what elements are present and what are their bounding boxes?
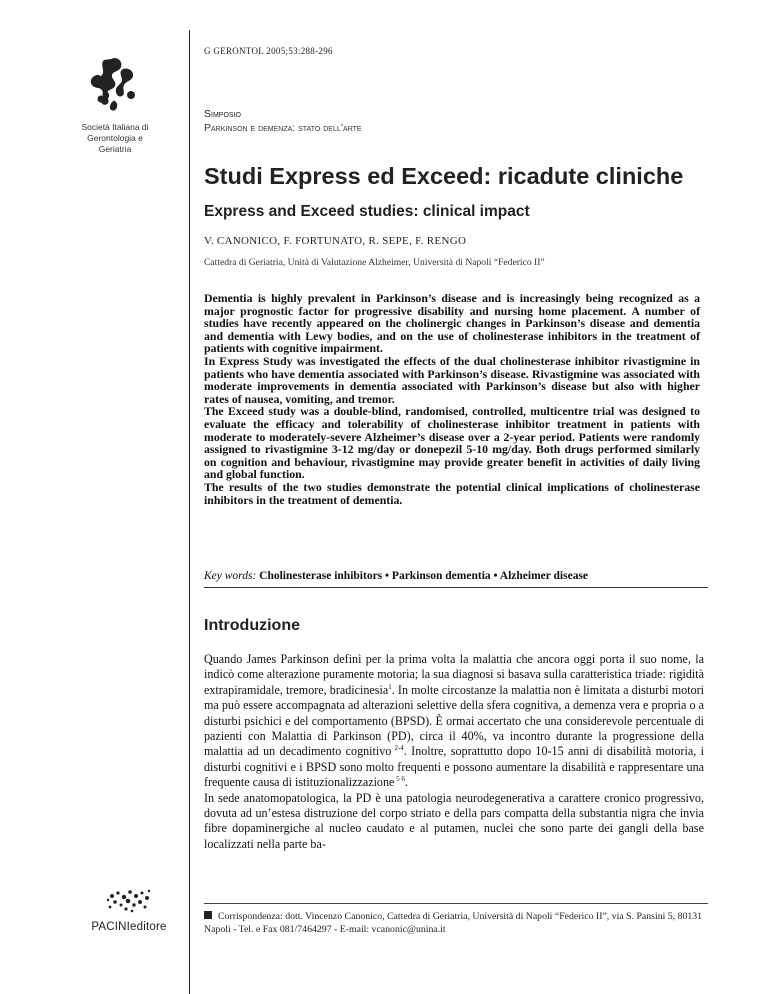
- abstract: [204, 292, 700, 506]
- article-subtitle: Express and Exceed studies: clinical impact: [204, 203, 530, 220]
- citation-ref: 5 6: [394, 775, 405, 784]
- footnote-divider: [204, 903, 708, 904]
- article-title: Studi Express ed Exceed: ricadute cliniche: [204, 163, 684, 189]
- section-divider: [204, 587, 708, 588]
- authors: V. CANONICO, F. FORTUNATO, R. SEPE, F. RENGO: [204, 235, 467, 247]
- keywords: [204, 570, 704, 582]
- publisher-name: PACINIeditore: [91, 921, 167, 933]
- correspondence-footnote: [204, 910, 708, 936]
- footnote-text: Corrispondenza: dott. Vincenzo Canonico, Cattedra di Geriatria, Università di Napoli “Federico II”, via S. Pansini 5, 80131 Napoli - Tel. e Fax 081/7464297 - E-mail: vcanonic@unina.it: [204, 911, 703, 935]
- citation-ref: 1: [388, 682, 392, 691]
- body-text-run: Quando James Parkinson definì per la prima volta la malattia che ancora oggi porta il suo nome, la indicò come alterazione puramente motoria; la sua diagnosi si basava sulla caratteristica triade: rigidità extrapiramidale, tremore, bradicinesia: [204, 652, 704, 697]
- body-text-run: .: [404, 775, 408, 790]
- society-name-line: Geriatria: [98, 144, 132, 154]
- abstract-paragraph: The Exceed study was a double-blind, randomised, controlled, multicentre trial was designed to evaluate the efficacy and tolerability of cholinesterase inhibitor treatment in patients with moderate to moderately-severe Alzheimer’s disease over a 2-year period. Patients were randomly assigned to rivastigmine 3-12 mg/day or donepezil 5-10 mg/day. Both drugs performed similarly on cognition and behaviour, rivastigmine may provide greater benefit in activities of daily living and global function.: [204, 404, 700, 482]
- abstract-paragraph: Dementia is highly prevalent in Parkinson’s disease and is increasingly being recognized as a major prognostic factor for progressive disability and nursing home placement. A number of studies have recently appeared on the cholinergic changes in Parkinson’s disease and dementia and dementia with Lewy bodies, and on the use of cholinesterase inhibitors in the treatment of patients with cognitive impairment.: [204, 291, 700, 356]
- journal-reference: G GERONTOL 2005;53:288-296: [204, 46, 333, 56]
- section-label: Simposio: [204, 108, 241, 120]
- body-text-run: . In molte circostanze la malattia non è limitata a disturbi motori ma può essere accompagnata ad alterazioni selettive della sfera cognitiva, a demenza vera e propria o a disturbi psichici e del comportamento (BPSD). È ormai accertato che una considerevole percentuale di pazienti con Malattia di Parkinson (PD), circa il 40%, va incontro durante la progressione della malattia ad un decadimento cognitivo: [204, 682, 705, 759]
- keywords-label: Key words:: [204, 570, 257, 582]
- society-logo-icon: [87, 55, 143, 113]
- abstract-paragraph: In Express Study was investigated the effects of the dual cholinesterase inhibitor rivastigmine in patients who have dementia associated with Parkinson’s disease. Rivastigmine was associated with moderate improvements in dementia associated with Parkinson’s disease but also with higher rates of nausea, vomiting, and tremor.: [204, 353, 700, 406]
- citation-ref: 2-4: [391, 744, 404, 753]
- society-name-line: Gerontologia e: [87, 133, 143, 143]
- subsection-label: Parkinson e demenza: stato dell’arte: [204, 122, 362, 134]
- affiliation: Cattedra di Geriatria, Unità di Valutazione Alzheimer, Università di Napoli “Federico II”: [204, 257, 545, 268]
- keywords-text: Cholinesterase inhibitors • Parkinson dementia • Alzheimer disease: [259, 570, 589, 582]
- society-name-line: Società Italiana di: [81, 122, 149, 132]
- vertical-rule: [189, 30, 190, 994]
- publisher-emblem-icon: [104, 888, 154, 914]
- body-paragraph: In sede anatomopatologica, la PD è una patologia neurodegenerativa a carattere cronico progressivo, dovuta ad un’estesa distruzione del corpo striato e della pars compatta della substantia nigra che invia fibre dopaminergiche al nucleo caudato e al putamen, nuclei che sono parte dei gangli della base localizzati nella parte ba-: [204, 790, 704, 851]
- square-bullet-icon: [204, 911, 212, 919]
- publisher-logo: [84, 888, 174, 933]
- society-sidebar: [60, 55, 170, 155]
- body-text: [204, 652, 704, 852]
- body-text-run: . Inoltre, soprattutto dopo 10-15 anni di disabilità motoria, i disturbi cognitivi e i BPSD sono molto frequenti e possono aumentare la disabilità e rappresentare una frequente causa di istituzionalizzazione: [204, 744, 704, 790]
- abstract-paragraph: The results of the two studies demonstrate the potential clinical implications of cholinesterase inhibitors in the treatment of dementia.: [204, 479, 700, 507]
- intro-heading: Introduzione: [204, 617, 300, 634]
- body-paragraph: [204, 652, 704, 791]
